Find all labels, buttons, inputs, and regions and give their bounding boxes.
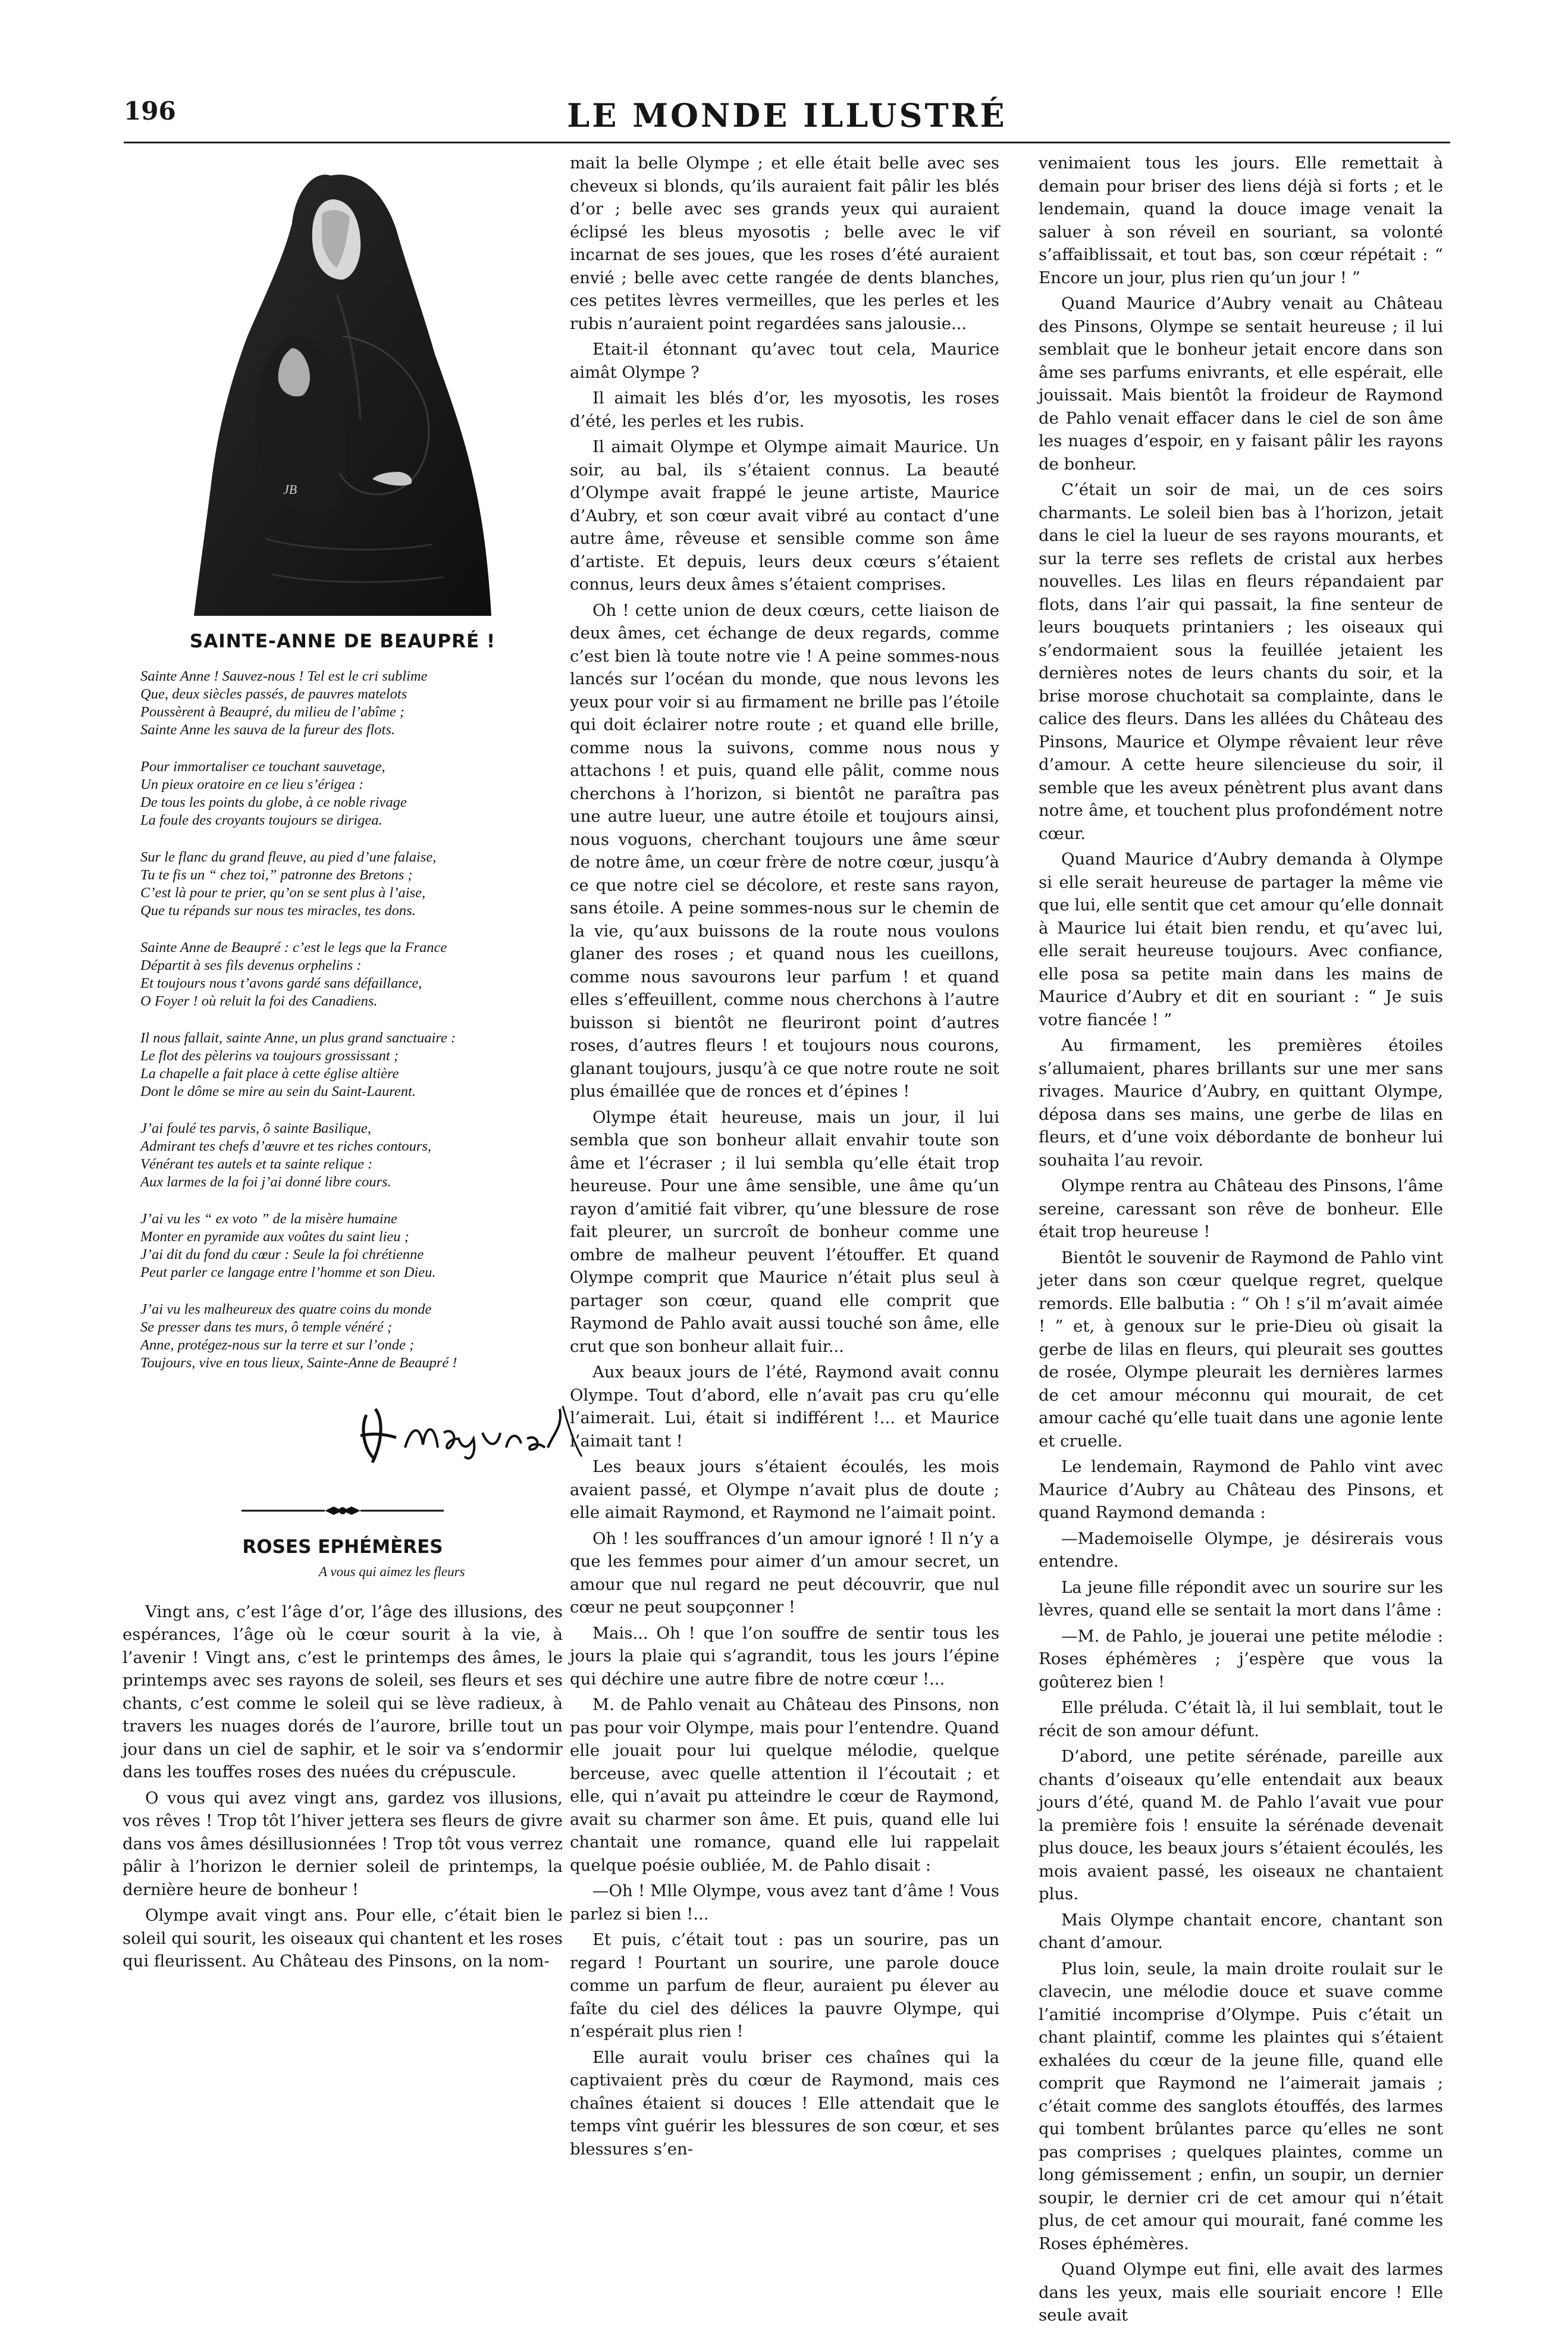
sainte-anne-illustration [194, 158, 491, 616]
poem-line: Peut parler ce langage entre l’homme et son Dieu. [140, 1264, 436, 1280]
poem-line: Sur le flanc du grand fleuve, au pied d’une falaise, [140, 848, 437, 865]
poem-line: J’ai dit du fond du cœur : Seule la foi chrétienne [140, 1246, 424, 1263]
poem-stanza [140, 939, 563, 1010]
paragraph: Il aimait les blés d’or, les myosotis, les roses d’été, les perles et les rubis. [570, 389, 999, 431]
paragraph: D’abord, une petite sérénade, pareille aux chants d’oiseaux qu’elle entendait aux beaux jours d’été, quand M. de Pahlo l’avait vue pour la première fois ! ensuite la sérénade devenait plus douce, les beaux jours s’étaient écoulés, les mois avaient passé, les oiseaux ne chantaient plus. [1039, 1747, 1443, 1903]
poem-line: Dont le dôme se mire au sein du Saint-Laurent. [140, 1083, 416, 1100]
illustration-caption: SAINTE-ANNE DE BEAUPRÉ ! [189, 631, 496, 652]
poem-line: Départit à ses fils devenus orphelins : [140, 957, 362, 973]
paragraph: Etait-il étonnant qu’avec tout cela, Maurice aimât Olympe ? [570, 340, 999, 382]
paragraph: Olympe rentra au Château des Pinsons, l’âme sereine, caressant son rêve de bonheur. Elle était trop heureuse ! [1039, 1176, 1443, 1241]
poem-line: Le flot des pèlerins va toujours grossissant ; [140, 1047, 399, 1064]
poem-line: Pour immortaliser ce touchant sauvetage, [140, 758, 385, 775]
paragraph: Et puis, c’était tout : pas un sourire, pas un regard ! Pourtant un sourire, une parole douce comme un parfum de fleur, auraient pu élever au faîte du ciel des délices la pauvre Olympe, qui n’espérait plus rien ! [570, 1930, 999, 2041]
paragraph: Aux beaux jours de l’été, Raymond avait connu Olympe. Tout d’abord, elle n’avait pas cru qu’elle l’aimerait. Lui, était si indifférent !... et Maurice l’aimait tant ! [570, 1363, 999, 1451]
poem-stanza [140, 758, 563, 829]
poem-line: O Foyer ! où reluit la foi des Canadiens. [140, 992, 378, 1009]
poem-line: C’est là pour te prier, qu’on se sent plus à l’aise, [140, 884, 426, 901]
paragraph: —Mademoiselle Olympe, je désirerais vous entendre. [1039, 1529, 1443, 1571]
poem-line: Sainte Anne de Beaupré : c’est le legs que la France [140, 939, 447, 956]
paragraph: Mais... Oh ! que l’on souffre de sentir tous les jours la plaie qui s’agrandit, tous les jours l’épine qui déchire une autre fibre de notre cœur !... [570, 1623, 999, 1689]
paragraph: C’était un soir de mai, un de ces soirs charmants. Le soleil bien bas à l’horizon, jetait dans le ciel la lueur de ses rayons mourants, et sur la terre ses reflets de cristal aux herbes nouvelles. Les lilas en fleurs répandaient par flots, dans l’air qui passait, la fine senteur de leurs bouquets printaniers ; les oiseaux qui s’endormaient sous la feuillée jetaient les dernières notes de leurs chants du soir, et la brise morose chuchotait sa complainte, dans le calice des fleurs. Dans les allées du Château des Pinsons, Maurice et Olympe rêvaient leur rêve d’amour. A cette heure silencieuse du soir, il semble que les aveux pénètrent plus avant dans notre âme, et touchent plus profondément notre cœur. [1039, 480, 1443, 843]
paragraph: Olympe avait vingt ans. Pour elle, c’était bien le soleil qui sourit, les oiseaux qui chantent et les roses qui fleurissent. Au Château des Pinsons, on la nom- [123, 1906, 563, 1971]
poem-stanza [140, 1029, 563, 1101]
paragraph: La jeune fille répondit avec un sourire sur les lèvres, quand elle se sentait la mort dans l’âme : [1039, 1577, 1443, 1620]
poem-line: Un pieux oratoire en ce lieu s’érigea : [140, 776, 364, 793]
poem-stanza [140, 1120, 563, 1191]
paragraph: —Oh ! Mlle Olympe, vous avez tant d’âme ! Vous parlez si bien !... [570, 1881, 999, 1924]
poem-stanza [140, 848, 563, 920]
column-2 [570, 152, 999, 2163]
poem-line: Sainte Anne ! Sauvez-nous ! Tel est le cri sublime [140, 668, 428, 684]
column-1 [123, 152, 563, 1976]
poem-line: J’ai foulé tes parvis, ô sainte Basilique, [140, 1120, 371, 1136]
story-title: ROSES EPHÉMÈRES [242, 1536, 443, 1558]
poem-line: Et toujours nous t’avons gardé sans défaillance, [140, 975, 422, 991]
poem-line: Tu te fis un “ chez toi,” patronne des Bretons ; [140, 866, 413, 883]
ornamental-divider [242, 1504, 444, 1517]
poem-line: La chapelle a fait place à cette église altière [140, 1065, 399, 1082]
paragraph: Au firmament, les premières étoiles s’allumaient, phares brillants sur une mer sans rivages. Maurice d’Aubry, en quittant Olympe, déposa dans ses mains, une gerbe de lilas en fleurs, et d’une voix débordante de bonheur lui souhaita l’au revoir. [1039, 1036, 1443, 1170]
poem-line: Que, deux siècles passés, de pauvres matelots [140, 685, 407, 702]
header-rule [124, 142, 1450, 143]
paragraph: Vingt ans, c’est l’âge d’or, l’âge des illusions, des espérances, l’âge où le cœur sourit à la vie, à l’avenir ! Vingt ans, c’est le printemps des âmes, le printemps avec ses rayons de soleil, ses fleurs et ses chants, c’est comme le soleil qui se lève radieux, à travers les nuages dorés de l’aurore, brille tout un jour dans un ciel de saphir, et le soir va s’endormir dans les touffes roses des nuées du crépuscule. [123, 1602, 563, 1781]
paragraph: Quand Maurice d’Aubry demanda à Olympe si elle serait heureuse de partager la même vie que lui, elle sentit que cet amour qu’elle donnait à Maurice lui était bien rendu, et qu’avec lui, elle serait heureuse toujours. Avec confiance, elle posa sa petite main dans les mains de Maurice d’Aubry et dit en souriant : “ Je suis votre fiancée ! ” [1039, 850, 1443, 1029]
column-3 [1039, 152, 1443, 2330]
poem-line: Monter en pyramide aux voûtes du saint lieu ; [140, 1228, 409, 1245]
poem-line: J’ai vu les “ ex voto ” de la misère humaine [140, 1210, 397, 1227]
journal-title: LE MONDE ILLUSTRÉ [567, 96, 1007, 134]
paragraph: Quand Olympe eut fini, elle avait des larmes dans les yeux, mais elle souriait encore ! Elle seule avait [1039, 2260, 1443, 2325]
paragraph: —M. de Pahlo, je jouerai une petite mélodie : Roses éphémères ; j’espère que vous la goûterez bien ! [1039, 1626, 1443, 1692]
page-header [124, 96, 1450, 132]
paragraph: M. de Pahlo venait au Château des Pinsons, non pas pour voir Olympe, mais pour l’entendre. Quand elle jouait pour lui quelque mélodie, quelque berceuse, avec quelle attention il l’écoutait ; et elle, qui n’avait pu atteindre le cœur de Raymond, avait su charmer son âme. Et puis, quand elle lui chantait une romance, quand elle lui rappelait quelque poésie oubliée, M. de Pahlo disait : [570, 1695, 999, 1875]
story-dedication: A vous qui aimez les fleurs [319, 1564, 465, 1579]
poem-line: Il nous fallait, sainte Anne, un plus grand sanctuaire : [140, 1029, 456, 1046]
paragraph: Mais Olympe chantait encore, chantant son chant d’amour. [1039, 1910, 1443, 1952]
page-number: 196 [124, 96, 176, 126]
poem-line: Poussèrent à Beaupré, du milieu de l’abîme ; [140, 703, 405, 720]
poem-line: Se presser dans tes murs, ô temple vénéré ; [140, 1319, 392, 1335]
author-signature [349, 1391, 587, 1474]
paragraph: Le lendemain, Raymond de Pahlo vint avec Maurice d’Aubry au Château des Pinsons, et quand Raymond demanda : [1039, 1457, 1443, 1522]
poem-stanza [140, 668, 563, 739]
poem-stanza [140, 1301, 563, 1372]
paragraph: Oh ! les souffrances d’un amour ignoré ! Il n’y a que les femmes pour aimer d’un amour secret, un amour que nul regard ne peut découvrir, que nul cœur ne peut soupçonner ! [570, 1529, 999, 1617]
poem-line: Vénérant tes autels et ta sainte relique : [140, 1155, 373, 1172]
paragraph: Oh ! cette union de deux cœurs, cette liaison de deux âmes, cet échange de deux regards, comme c’est bien là toute notre vie ! A peine sommes-nous lancés sur l’océan du monde, que nous levons les yeux pour voir si au firmament ne brille pas l’étoile qui doit éclairer notre route ; et quand elle brille, comme nous la suivons, comme nous nous y attachons ! et puis, quand elle pâlit, comme nous cherchons à l’horizon, si bientôt ne paraîtra pas une autre lueur, une autre étoile et toujours ainsi, nous voguons, cherchant toujours une âme sœur de notre âme, un cœur frère de notre cœur, jusqu’à ce que notre ciel se décolore, et reste sans rayon, sans étoile. A peine sommes-nous sur le chemin de la vie, qu’aux buissons de la route nous voulons glaner des roses ; et quand nous les cueillons, comme nous savourons leur parfum ! et quand elles s’effeuillent, comme nous cherchons à l’autre buisson si bientôt ne fleuriront point d’autres roses, d’autres fleurs ! et toujours nous courons, glanant toujours, jusqu’à ce que notre route ne soit plus émaillée que de ronces et d’épines ! [570, 600, 999, 1101]
paragraph: Olympe était heureuse, mais un jour, il lui sembla que son bonheur allait envahir toute son âme et l’écraser ; il lui sembla qu’elle était trop heureuse. Pour une âme sensible, une âme qu’un rayon d’amitié fait vibrer, qu’une blessure de rose fait pleurer, un surcroît de bonheur comme une ombre de malheur peuvent l’étouffer. Et quand Olympe comprit que Maurice n’était plus seul à partager son cœur, quand elle comprit que Raymond de Pahlo avait aussi touché son âme, elle crut que son bonheur allait fuir... [570, 1107, 999, 1356]
paragraph: Elle aurait voulu briser ces chaînes qui la captivaient près du cœur de Raymond, mais ces chaînes étaient si douces ! Elle attendait que le temps vînt guérir les blessures de son cœur, et ses blessures s’en- [570, 2047, 999, 2159]
paragraph: Il aimait Olympe et Olympe aimait Maurice. Un soir, au bal, ils s’étaient connus. La beauté d’Olympe avait frappé le jeune artiste, Maurice d’Aubry, et son cœur avait vibré au contact d’une autre âme, rêveuse et sensible comme son âme d’artiste. Et depuis, leurs deux cœurs s’étaient connus, leurs deux âmes s’étaient comprises. [570, 437, 999, 594]
paragraph: Les beaux jours s’étaient écoulés, les mois avaient passé, et Olympe n’avait plus de doute ; elle aimait Raymond, et Raymond ne l’aimait point. [570, 1457, 999, 1522]
poem [140, 668, 563, 1372]
illustration-image [194, 158, 491, 616]
illustration-initials: JB [283, 482, 297, 497]
poem-stanza [140, 1210, 563, 1282]
poem-line: Aux larmes de la foi j’ai donné libre cours. [140, 1173, 391, 1190]
paragraph: O vous qui avez vingt ans, gardez vos illusions, vos rêves ! Trop tôt l’hiver jettera ses fleurs de givre dans vos âmes désillusionnées ! Trop tôt vous verrez pâlir à l’horizon le dernier soleil de printemps, la dernière heure de bonheur ! [123, 1788, 563, 1899]
paragraph: Quand Maurice d’Aubry venait au Château des Pinsons, Olympe se sentait heureuse ; il lui semblait que le bonheur jetait encore dans son âme ses parfums enivrants, et elle espérait, elle jouissait. Mais bientôt la froideur de Raymond de Pahlo venait effacer dans le ciel de son âme les nuages d’espoir, en y faisant pâlir les rayons de bonheur. [1039, 294, 1443, 474]
paragraph: mait la belle Olympe ; et elle était belle avec ses cheveux si blonds, qu’ils auraient fait pâlir les blés d’or ; belle avec ses grands yeux qui auraient éclipsé les bleus myosotis ; belle avec le vif incarnat de ses joues, que les roses d’été auraient envié ; belle avec cette rangée de dents blanches, ces petites lèvres vermeilles, que les perles et les rubis n’auraient point regardées sans jalousie... [570, 154, 999, 333]
poem-line: De tous les points du globe, à ce noble rivage [140, 794, 407, 810]
poem-line: Toujours, vive en tous lieux, Sainte-Anne de Beaupré ! [140, 1354, 457, 1371]
poem-line: Que tu répands sur nous tes miracles, tes dons. [140, 902, 416, 919]
poem-line: Anne, protégez-nous sur la terre et sur l’onde ; [140, 1336, 415, 1353]
poem-line: Sainte Anne les sauva de la fureur des flots. [140, 721, 396, 738]
paragraph: Plus loin, seule, la main droite roulait sur le clavecin, une mélodie douce et suave comme l’amitié incomprise d’Olympe. Puis c’était un chant plaintif, comme les plaintes qui s’étaient exhalées du cœur de la jeune fille, quand elle comprit que Raymond ne l’aimerait jamais ; c’était comme des sanglots étouffés, des larmes qui tombent brûlantes parce qu’elles ne sont pas comprises ; quelques plaintes, comme un long gémissement ; enfin, un soupir, un dernier soupir, le dernier cri de cet amour qui n’était plus, de cet amour qui mourait, fané comme les Roses éphémères. [1039, 1959, 1443, 2253]
poem-line: Admirant tes chefs d’œuvre et tes riches contours, [140, 1138, 432, 1154]
poem-line: J’ai vu les malheureux des quatre coins du monde [140, 1301, 432, 1317]
paragraph: venimaient tous les jours. Elle remettait à demain pour briser des liens déjà si forts ; et le lendemain, quand la douce image venait la saluer à son réveil en souriant, sa volonté s’affaiblissait, et tout bas, son cœur répétait : “ Encore un jour, plus rien qu’un jour ! ” [1039, 154, 1443, 287]
paragraph: Elle préluda. C’était là, il lui semblait, tout le récit de son amour défunt. [1039, 1698, 1443, 1740]
poem-line: La foule des croyants toujours se dirigea. [140, 812, 382, 828]
paragraph: Bientôt le souvenir de Raymond de Pahlo vint jeter dans son cœur quelque regret, quelque remords. Elle balbutia : “ Oh ! s’il m’avait aimée ! ” et, à genoux sur le prie-Dieu où gisait la gerbe de lilas en fleurs, qui pleurait ses gouttes de rosée, Olympe pleurait les dernières larmes de cet amour méconnu qui mourait, de cet amour caché qu’elle tuait dans une agonie lente et cruelle. [1039, 1248, 1443, 1451]
